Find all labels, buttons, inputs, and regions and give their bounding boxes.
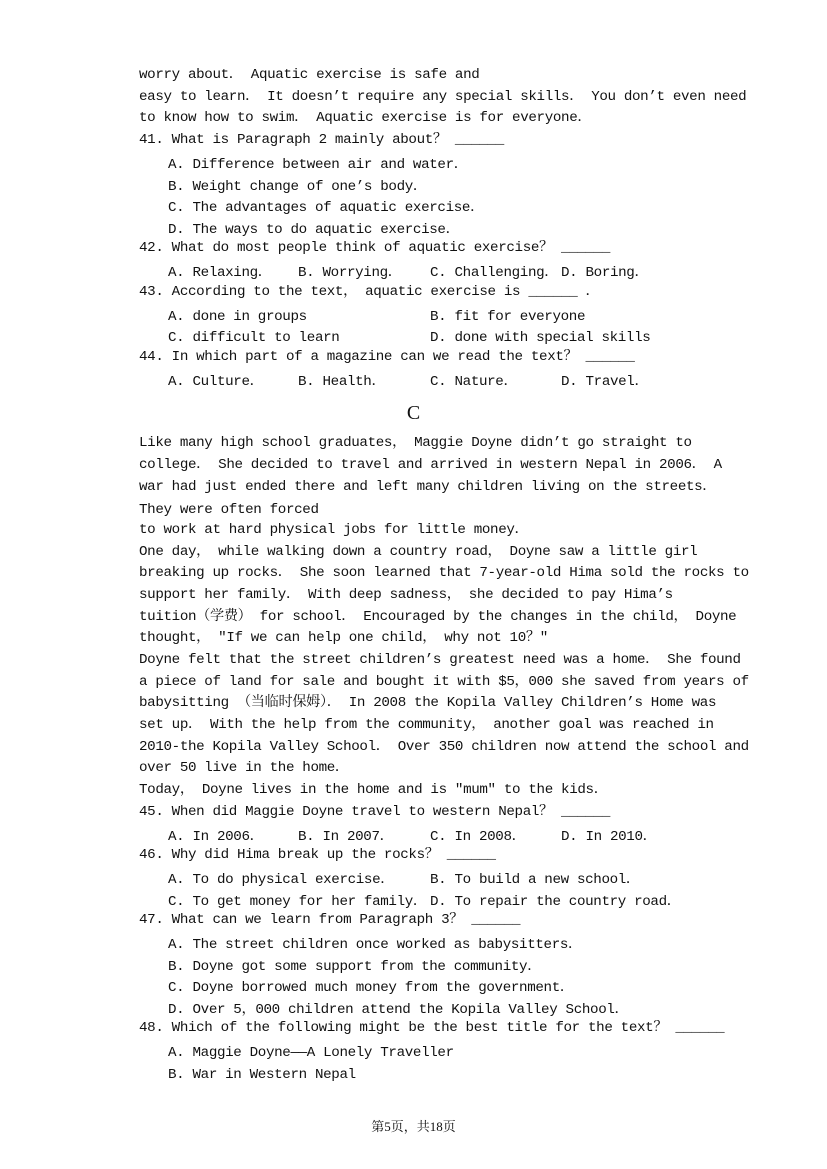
question-46-option-b: B. To build a new school．: [430, 872, 640, 888]
question-44-stem: 44. In which part of a magazine can we read the text？ ______: [139, 349, 635, 365]
question-44-option-b: B. Health．: [298, 374, 386, 390]
section-heading: C: [406, 402, 421, 424]
passage-line: They were often forced: [139, 502, 319, 518]
question-42-option-a: A. Relaxing．: [168, 265, 272, 281]
question-42-option-c: C. Challenging．: [430, 265, 559, 281]
question-44-option-c: C. Nature．: [430, 374, 518, 390]
passage-line: thought， "If we can help one child， why not 10？": [139, 630, 548, 646]
passage-line: babysitting （当临时保姆）． In 2008 the Kopila Valley Children’s Home was: [139, 695, 717, 711]
passage-line: Doyne felt that the street children’s greatest need was a home． She found: [139, 652, 741, 668]
page-number: 第5页，共18页: [371, 1119, 456, 1134]
question-41-option-b: B. Weight change of one’s body．: [168, 179, 427, 195]
question-43-option-b: B. fit for everyone: [430, 309, 586, 325]
question-47-option-b: B. Doyne got some support from the community．: [168, 959, 542, 975]
passage-line: 2010-the Kopila Valley School． Over 350 children now attend the school and: [139, 739, 749, 755]
question-41-option-c: C. The advantages of aquatic exercise．: [168, 200, 484, 216]
question-41-stem: 41. What is Paragraph 2 mainly about？ ______: [139, 132, 504, 148]
question-43-stem: 43. According to the text， aquatic exercise is ______ ．: [139, 284, 600, 300]
question-45-option-b: B. In 2007．: [298, 829, 394, 845]
passage-line: breaking up rocks． She soon learned that 7-year-old Hima sold the rocks to: [139, 565, 749, 581]
question-44-option-d: D. Travel．: [561, 374, 649, 390]
question-47-stem: 47. What can we learn from Paragraph 3？ ______: [139, 912, 521, 928]
question-47-option-d: D. Over 5，000 children attend the Kopila Valley School．: [168, 1002, 629, 1018]
question-41-option-d: D. The ways to do aquatic exercise．: [168, 222, 460, 238]
question-47-option-a: A. The street children once worked as babysitters．: [168, 937, 582, 953]
question-43-option-a: A. done in groups: [168, 309, 307, 325]
passage-line: support her family． With deep sadness， she decided to pay Hima’s: [139, 587, 673, 603]
passage-line: college． She decided to travel and arrived in western Nepal in 2006． A: [139, 457, 722, 473]
passage-line: easy to learn． It doesn’t require any special skills． You don’t even need: [139, 89, 747, 105]
question-42-option-b: B. Worrying．: [298, 265, 402, 281]
question-44-option-a: A. Culture．: [168, 374, 264, 390]
question-46-option-d: D. To repair the country road．: [430, 894, 681, 910]
passage-line: to know how to swim． Aquatic exercise is for everyone．: [139, 110, 592, 126]
passage-line: worry about． Aquatic exercise is safe and: [139, 67, 480, 83]
passage-line: set up． With the help from the community， another goal was reached in: [139, 717, 714, 733]
passage-line: over 50 live in the home．: [139, 760, 349, 776]
question-43-option-c: C. difficult to learn: [168, 330, 340, 346]
question-42-stem: 42. What do most people think of aquatic exercise？ ______: [139, 240, 611, 256]
passage-line: tuition（学费） for school． Encouraged by the changes in the child， Doyne: [139, 609, 737, 625]
question-43-option-d: D. done with special skills: [430, 330, 651, 346]
question-41-option-a: A. Difference between air and water．: [168, 157, 468, 173]
passage-line: a piece of land for sale and bought it with $5，000 she saved from years of: [139, 674, 749, 690]
passage-line: to work at hard physical jobs for little money．: [139, 522, 529, 538]
question-48-option-b: B. War in Western Nepal: [168, 1067, 356, 1083]
question-46-option-c: C. To get money for her family．: [168, 894, 427, 910]
passage-line: war had just ended there and left many children living on the streets．: [139, 479, 717, 495]
question-48-option-a: A. Maggie Doyne——A Lonely Traveller: [168, 1045, 454, 1061]
passage-line: One day， while walking down a country road， Doyne saw a little girl: [139, 544, 698, 560]
question-42-option-d: D. Boring．: [561, 265, 649, 281]
question-45-option-d: D. In 2010．: [561, 829, 657, 845]
question-48-stem: 48. Which of the following might be the best title for the text？ ______: [139, 1020, 725, 1036]
question-46-option-a: A. To do physical exercise．: [168, 872, 395, 888]
question-45-stem: 45. When did Maggie Doyne travel to western Nepal？ ______: [139, 804, 611, 820]
question-46-stem: 46. Why did Hima break up the rocks？ ______: [139, 847, 496, 863]
question-45-option-a: A. In 2006．: [168, 829, 264, 845]
question-47-option-c: C. Doyne borrowed much money from the government．: [168, 980, 574, 996]
passage-line: Today， Doyne lives in the home and is "mum" to the kids．: [139, 782, 608, 798]
question-45-option-c: C. In 2008．: [430, 829, 526, 845]
passage-line: Like many high school graduates， Maggie Doyne didn’t go straight to: [139, 435, 692, 451]
